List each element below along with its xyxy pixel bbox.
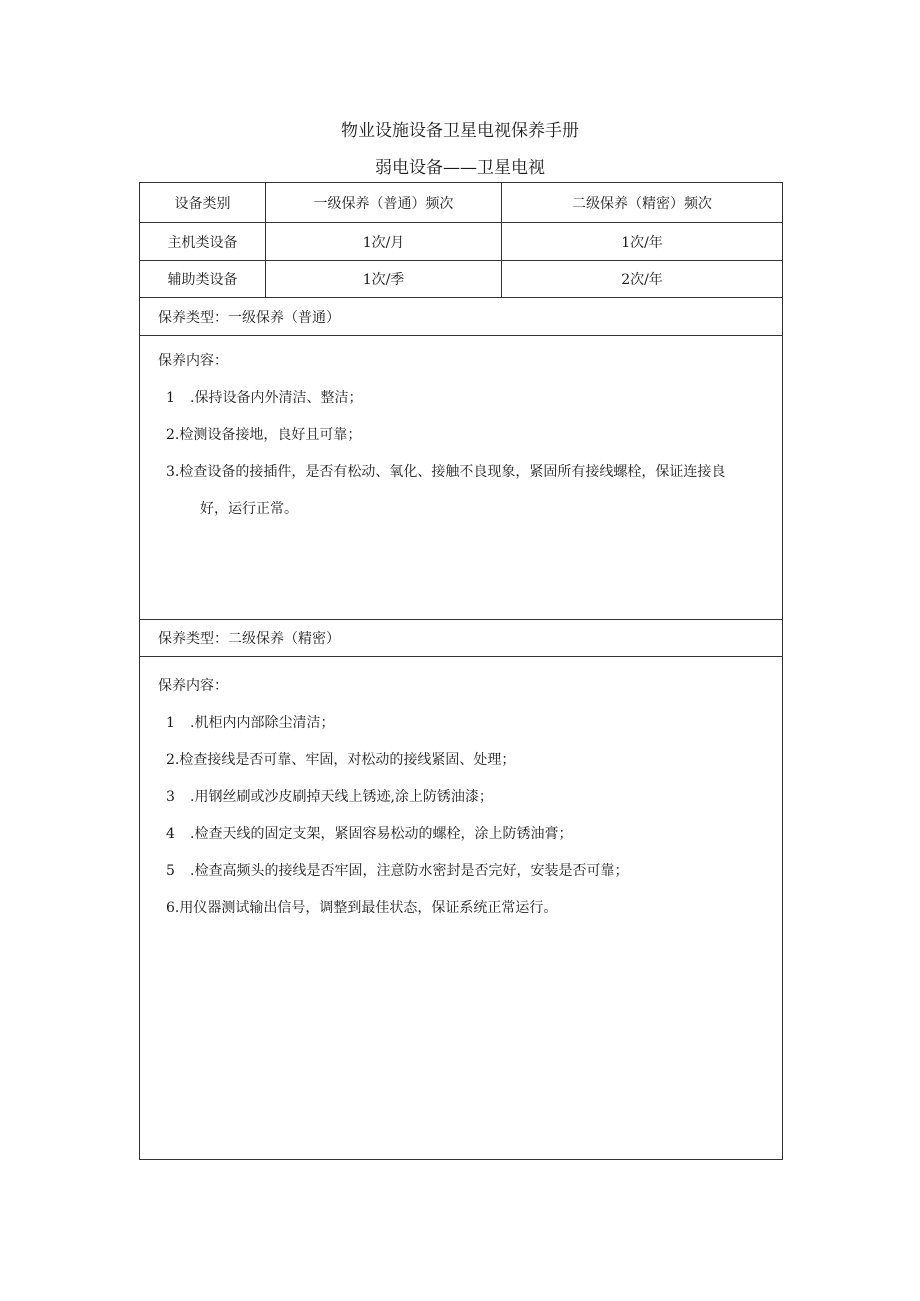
item-number: 4 — [166, 826, 175, 842]
document-title: 物业设施设备卫星电视保养手册 — [341, 121, 579, 141]
row-level1-frequency: 1次/月 — [266, 223, 502, 260]
level2-content-label: 保养内容： — [158, 678, 228, 694]
level1-content-label: 保养内容： — [158, 353, 228, 369]
item-text: .检查天线的固定支架，紧固容易松动的螺栓，涂上防锈油膏； — [190, 826, 573, 842]
item-text: 3.检查设备的接插件，是否有松动、氧化、接触不良现象，紧固所有接线螺栓，保证连接良 — [166, 464, 726, 480]
header-level2-frequency: 二级保养（精密）频次 — [572, 195, 712, 212]
level1-item-continuation — [200, 498, 298, 518]
row-category: 主机类设备 — [140, 223, 266, 260]
level2-item — [158, 712, 334, 732]
level2-item — [166, 897, 557, 917]
level2-item — [158, 786, 493, 806]
level2-item — [158, 823, 572, 843]
level2-content-section — [140, 657, 782, 1159]
item-text: 好，运行正常。 — [200, 501, 298, 517]
level1-item — [158, 387, 362, 407]
level2-item — [166, 749, 515, 769]
level1-type-label: 保养类型：一级保养（普通） — [158, 309, 340, 326]
row-level2-frequency: 1次/年 — [621, 234, 663, 251]
table-row — [140, 261, 782, 298]
item-number: 5 — [166, 863, 175, 879]
level1-item — [166, 424, 361, 444]
item-text: .检查高频头的接线是否牢固，注意防水密封是否完好，安装是否可靠； — [190, 863, 629, 879]
header-level1-frequency: 一级保养（普通）频次 — [266, 183, 502, 222]
item-text: 2.检查接线是否可靠、牢固，对松动的接线紧固、处理； — [166, 752, 516, 768]
table-row — [140, 223, 782, 261]
level2-type-row — [140, 620, 782, 657]
item-text: .用钢丝刷或沙皮刷掉天线上锈迹,涂上防锈油漆； — [190, 789, 493, 805]
table-header-row — [140, 183, 782, 223]
item-text: 6.用仪器测试输出信号，调整到最佳状态，保证系统正常运行。 — [166, 900, 558, 916]
level1-content-section — [140, 336, 782, 620]
item-number: 3 — [166, 789, 175, 805]
level2-item — [158, 860, 628, 880]
header-equipment-category: 设备类别 — [140, 183, 266, 222]
level1-type-row — [140, 298, 782, 336]
row-category: 辅助类设备 — [140, 261, 266, 297]
item-text: .机柜内内部除尘清洁； — [190, 715, 335, 731]
maintenance-table — [139, 182, 783, 1160]
document-subtitle: 弱电设备——卫星电视 — [375, 158, 545, 178]
item-number: 1 — [166, 390, 175, 406]
level1-item — [166, 461, 725, 481]
level2-type-label: 保养类型：二级保养（精密） — [158, 631, 340, 647]
row-level1-frequency: 1次/季 — [266, 261, 502, 297]
item-number: 1 — [166, 715, 175, 731]
item-text: 2.检测设备接地，良好且可靠； — [166, 427, 362, 443]
row-level2-frequency: 2次/年 — [621, 272, 663, 288]
item-text: .保持设备内外清洁、整洁； — [190, 390, 363, 406]
